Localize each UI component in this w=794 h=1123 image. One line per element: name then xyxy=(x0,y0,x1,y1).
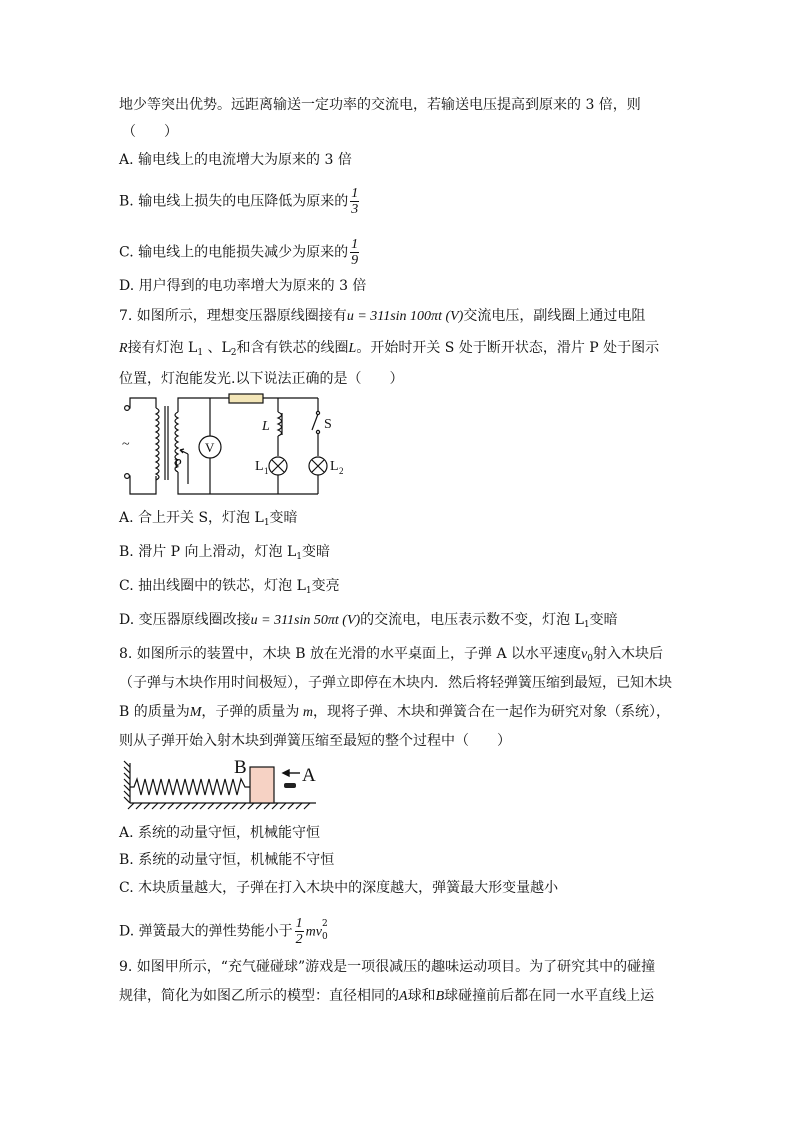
inductor-coil-l xyxy=(278,412,282,436)
q8-stem-text: 8. 如图所示的装置中，木块 B 放在光滑的水平桌面上，子弹 A 以水平速度 xyxy=(119,646,582,662)
q7-voltage-formula: u = 311sin 100πt (V) xyxy=(346,309,464,324)
sub-sup-pair xyxy=(321,918,330,942)
q7-option-a xyxy=(119,508,298,533)
switch-s xyxy=(312,414,318,430)
fraction-one-half xyxy=(295,916,304,947)
fraction-numerator: 1 xyxy=(351,237,359,252)
subscript: 1 xyxy=(197,348,204,358)
superscript: 2 xyxy=(321,918,328,929)
mass-m-symbol: M xyxy=(189,705,202,720)
q7-stem-text: 。开始时开关 S 处于断开状态，滑片 P 处于图示 xyxy=(356,340,660,356)
option-text: B. 滑片 P 向上滑动，灯泡 L xyxy=(119,544,297,560)
subscript: 1 xyxy=(583,620,590,630)
fraction-one-third xyxy=(350,186,359,217)
spring xyxy=(130,779,250,795)
q8-option-b: B. 系统的动量守恒，机械能不守恒 xyxy=(119,852,335,868)
ball-b-symbol: B xyxy=(435,989,445,1004)
q9-stem-text: 球和 xyxy=(407,988,436,1004)
lamp-l2-sub: 2 xyxy=(339,466,344,476)
bullet-a xyxy=(284,783,296,788)
q8-option-a: A. 系统的动量守恒，机械能守恒 xyxy=(119,825,321,841)
fraction-denominator: 3 xyxy=(351,202,359,217)
q6-option-b xyxy=(119,186,361,217)
q8-spring-block-diagram xyxy=(122,757,332,815)
q9-stem-text: 规律，简化为如图乙所示的模型：直径相同的 xyxy=(119,988,399,1004)
q7-stem-text: 、L xyxy=(203,340,231,356)
mass-small-m-symbol: m xyxy=(299,705,314,720)
option-text: D. 变压器原线圈改接 xyxy=(119,612,251,628)
q9-stem-text: 球碰撞前后都在同一水平直线上运 xyxy=(444,988,655,1004)
q6-answer-paren: （ ） xyxy=(122,124,178,140)
q7-stem-text: 7. 如图所示，理想变压器原线圈接有 xyxy=(119,308,347,324)
block-b xyxy=(250,767,274,803)
q7-resistor-symbol: R xyxy=(119,341,128,356)
velocity-symbol: v xyxy=(581,647,588,662)
q8-stem-line1 xyxy=(119,644,663,669)
subscript: 1 xyxy=(305,586,312,596)
terminal-icon xyxy=(125,474,130,479)
coil-l-label: L xyxy=(262,419,270,434)
slider-p-label: P xyxy=(174,457,182,472)
q8-stem-line3 xyxy=(119,702,670,723)
subscript: 1 xyxy=(296,552,302,562)
wall-hatching xyxy=(124,761,130,803)
lamp-l2-label: L xyxy=(330,459,339,474)
lamp-l1-label: L xyxy=(255,459,264,474)
resistor-r xyxy=(229,394,263,403)
q7-circuit-diagram xyxy=(118,392,358,500)
fraction-numerator: 1 xyxy=(351,186,359,201)
q8-stem-text: ，现将子弹、木块和弹簧合在一起作为研究对象（系统）， xyxy=(313,704,671,720)
option-text: 的交流电，电压表示数不变，灯泡 L xyxy=(360,612,584,628)
q7-option-c xyxy=(119,576,340,601)
q6-option-a: A. 输电线上的电流增大为原来的 3 倍 xyxy=(119,152,352,168)
q6-option-c-text: C. 输电线上的电能损失减少为原来的 xyxy=(119,244,349,261)
fraction-one-ninth xyxy=(350,237,359,268)
fraction-denominator: 2 xyxy=(295,932,303,947)
ac-source-label: ~ xyxy=(122,437,130,452)
option-text: 变暗 xyxy=(269,510,298,526)
primary-coil xyxy=(156,408,159,480)
q8-stem-text: B 的质量为 xyxy=(119,704,190,720)
option-text: 变暗 xyxy=(302,544,330,560)
subscript: 0 xyxy=(587,654,593,664)
q8-option-d xyxy=(119,916,330,947)
lamp-l1-sub: 1 xyxy=(264,466,269,476)
bullet-a-label: A xyxy=(302,765,316,786)
switch-s-label: S xyxy=(324,417,332,432)
q6-option-b-text: B. 输电线上损失的电压降低为原来的 xyxy=(119,193,349,210)
fraction-denominator: 9 xyxy=(351,253,359,268)
q8-stem-line2: （子弹与木块作用时间极短），子弹立即停在木块内．然后将轻弹簧压缩到最短，已知木块 xyxy=(119,675,672,691)
kinetic-energy-expr: mv xyxy=(305,924,322,940)
q7-new-voltage-formula: u = 311sin 50πt (V) xyxy=(250,613,361,628)
q7-coil-symbol: L xyxy=(348,341,357,356)
q7-stem-line3: 位置，灯泡能发光.以下说法正确的是（ ） xyxy=(119,371,404,387)
option-text: C. 抽出线圈中的铁芯，灯泡 L xyxy=(119,578,306,594)
q7-stem-text: 和含有铁芯的线圈 xyxy=(236,340,349,356)
q6-stem-tail: 地少等突出优势。远距离输送一定功率的交流电，若输送电压提高到原来的 3 倍，则 xyxy=(119,97,641,113)
q9-stem-line2 xyxy=(119,986,654,1007)
q6-option-d: D. 用户得到的电功率增大为原来的 3 倍 xyxy=(119,278,367,294)
option-text: 变亮 xyxy=(311,578,340,594)
subscript: 2 xyxy=(230,348,237,358)
q7-stem-text: 交流电压，副线圈上通过电阻 xyxy=(463,308,646,324)
q7-option-b xyxy=(119,542,330,567)
voltmeter-label: V xyxy=(205,440,215,455)
q8-stem-line4: 则从子弹开始入射木块到弹簧压缩至最短的整个过程中（ ） xyxy=(119,733,511,749)
q7-stem-line1 xyxy=(119,306,645,327)
block-b-label: B xyxy=(234,757,247,778)
option-text: A. 合上开关 S，灯泡 L xyxy=(119,510,264,526)
q8-option-c: C. 木块质量越大，子弹在打入木块中的深度越大，弹簧最大形变量越小 xyxy=(119,880,559,896)
option-text: D. 弹簧最大的弹性势能小于 xyxy=(119,923,293,940)
q6-option-c xyxy=(119,237,361,268)
subscript: 1 xyxy=(263,518,270,528)
subscript: 0 xyxy=(321,931,328,942)
q8-stem-text: ，子弹的质量为 xyxy=(201,704,300,720)
ball-a-symbol: A xyxy=(399,989,408,1004)
input-wire xyxy=(129,398,156,494)
option-text: 变暗 xyxy=(589,612,618,628)
q9-stem-line1: 9. 如图甲所示，“充气碰碰球”游戏是一项很减压的趣味运动项目。为了研究其中的碰撞 xyxy=(119,959,656,975)
q7-stem-text: 接有灯泡 L xyxy=(127,340,198,356)
floor-hatching xyxy=(128,803,310,809)
fraction-numerator: 1 xyxy=(295,916,303,931)
q7-stem-line2 xyxy=(119,338,659,363)
terminal-icon xyxy=(125,406,130,411)
q8-stem-text: 射入木块后 xyxy=(592,646,663,662)
q7-option-d xyxy=(119,610,618,635)
